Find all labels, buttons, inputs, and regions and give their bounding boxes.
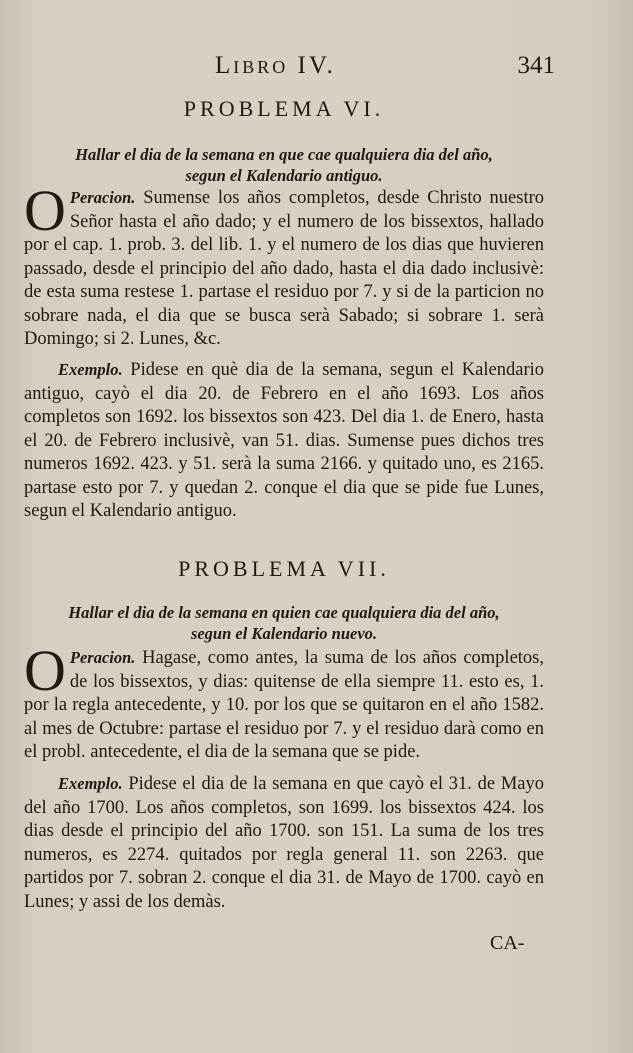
problem-7-example-paragraph [24,772,544,914]
problem-7-dropcap: O [24,638,66,703]
problem-6-statement [24,144,544,186]
problem-7-heading-block [24,556,544,586]
problem-6-example-lead: Exemplo. [58,360,123,379]
problem-7-operation-lead: Peracion. [69,648,136,667]
problem-6-operation-lead: Peracion. [69,188,136,207]
problem-7-statement-text [24,602,544,644]
problem-6-operation-text: Sumense los años completos, desde Christo nuestro Señor hasta el año dado; y el numero de los bissextos, hallado por el cap. 1. prob. 3. del lib. 1. y el numero de los dias que huvieren passado, desde el principio del año dado, hasta el dia dado inclusivè: de esta suma restese 1. partase el residuo por 7. y si de la particion no sobrare nada, el dia que se busca serà Sabado; si sobrare 1. serà Domingo; si 2. Lunes, &c. [24,188,545,349]
problem-7-example-lead: Exemplo. [58,774,123,793]
problem-7-statement-line-1: Hallar el dia de la semana en quien cae qualquiera dia del año, [68,603,500,622]
problem-7-example-text: Pidese el dia de la semana en que cayò el 31. de Mayo del año 1700. Los años completos, son 1699. los bissextos 424. los dias desde el principio del año 1700. son 151. La suma de los tres numeros, es 2274. quitados por regla general 11. son 2263. que partidos por 7. sobran 2. conque el dia 31. de Mayo de 1700. cayò en Lunes; y assi de los demàs. [24,774,545,912]
problem-7-heading: PROBLEMA VII. [178,556,390,581]
problem-7-operation-text: Hagase, como antes, la suma de los años completos, de los bissextos, y dias: quitense de ella siempre 11. esto es, 1. por la regla antecedente, y 10. por los que se quitaron en el año 1582. al mes de Octubre: partase el residuo por 7. y el residuo darà como en el probl. antecedente, el dia de la semana que se pide. [24,648,544,762]
problem-7-statement-line-2: segun el Kalendario nuevo. [190,624,378,643]
catchword: CA- [490,932,525,954]
book-label: Libro IV. [215,52,336,79]
problem-6-example-text: Pidese en què dia de la semana, segun el Kalendario antiguo, cayò el dia 20. de Febrero en el año 1693. Los años completos son 1692. los bissextos son 423. Del dia 1. de Enero, hasta el 20. de Febrero inclusivè, van 51. dias. Sumense pues dichos tres numeros 1692. 423. y 51. serà la suma 2166. y quitado uno, es 2165. partase esto por 7. y quedan 2. conque el dia que se pide fue Lunes, segun el Kalendario antiguo. [24,360,544,521]
problem-6-dropcap: O [24,178,66,243]
problem-6-example [24,358,544,524]
problem-6-heading: PROBLEMA VI. [183,96,385,121]
problem-6-statement-line-2: segun el Kalendario antiguo. [185,166,383,185]
running-head [0,52,633,82]
problem-6-operation-paragraph [24,178,545,352]
problem-6-example-paragraph [24,358,544,524]
page-number: 341 [517,52,555,79]
problem-6-heading-block [24,96,544,126]
problem-6-statement-text [24,144,544,186]
problem-6-statement-line-1: Hallar el dia de la semana en que cae qualquiera dia del año, [75,145,493,164]
problem-7-operation-paragraph [24,638,544,765]
problem-6-operation [24,178,545,352]
problem-7-statement [24,602,544,644]
problem-7-operation [24,638,544,765]
problem-7-example [24,772,544,914]
